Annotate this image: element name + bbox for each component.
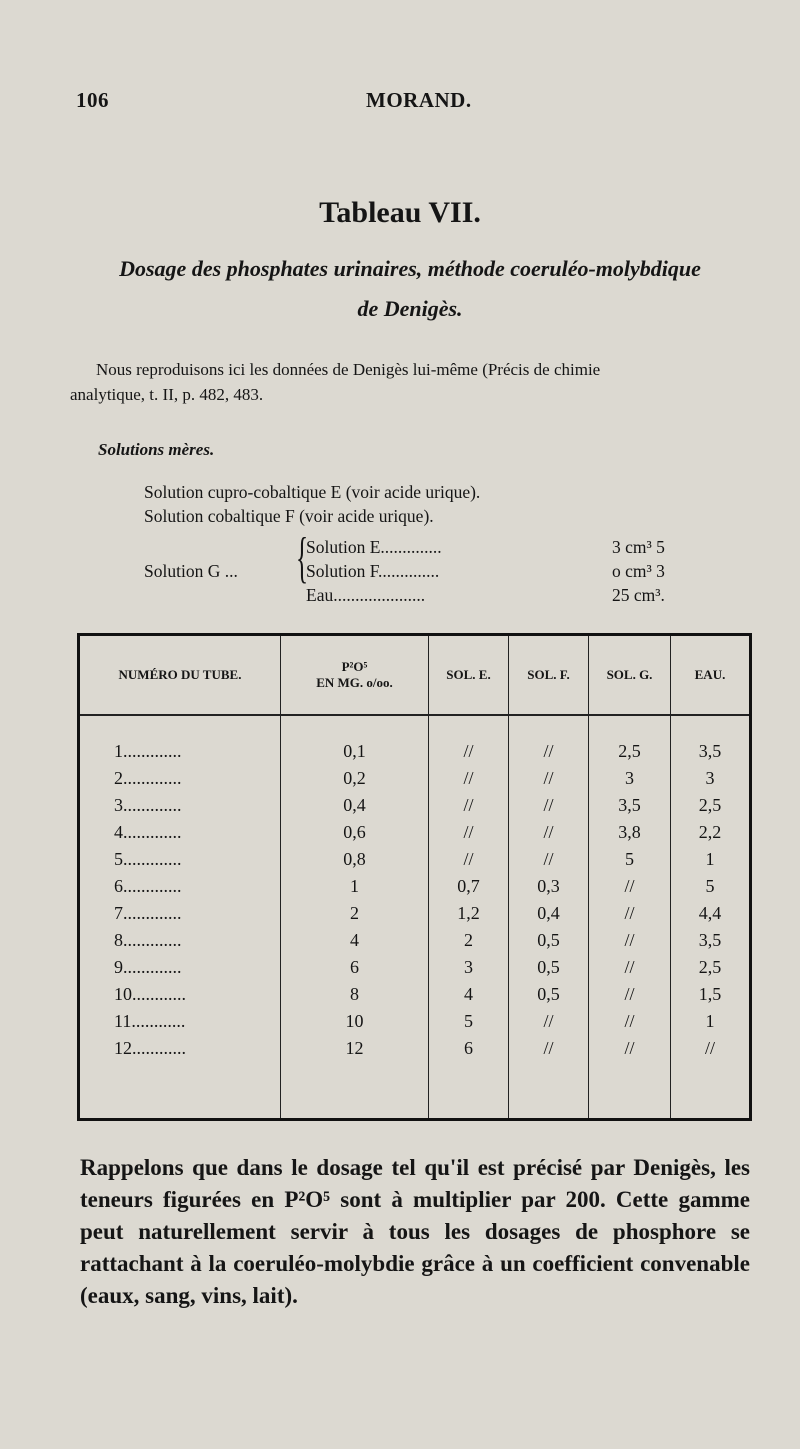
cell-eau: 1,5	[671, 981, 751, 1008]
cell-p2o5: 1	[281, 873, 429, 900]
cell-sol-e: //	[429, 792, 509, 819]
cell-sol-e: 5	[429, 1008, 509, 1035]
cell-sol-g: //	[589, 873, 671, 900]
cell-tube: 5.............	[114, 849, 182, 869]
table-row	[79, 846, 751, 873]
subtitle-line-1: Dosage des phosphates urinaires, méthode coeruléo-molybdique	[119, 256, 701, 281]
solution-g-item-e: Solution E..............	[306, 537, 442, 557]
closing-paragraph: Rappelons que dans le dosage tel qu'il est précisé par Denigès, les teneurs figurées en P²O⁵ sont à multiplier par 200. Cette gamme peut naturellement servir à tous les dosages de phosphore se rattachant à la coeruléo-molybdie grâce à un coefficient convenable (eaux, sang, vins, lait).	[80, 1155, 750, 1308]
header-sol-g: SOL. G.	[589, 635, 671, 716]
cell-sol-f: //	[509, 819, 589, 846]
cell-sol-f: //	[509, 1008, 589, 1035]
cell-p2o5: 2	[281, 900, 429, 927]
cell-sol-f: //	[509, 846, 589, 873]
cell-sol-g: //	[589, 927, 671, 954]
table-row	[79, 927, 751, 954]
cell-p2o5: 0,6	[281, 819, 429, 846]
table-row	[79, 1035, 751, 1062]
cell-tube: 9.............	[114, 957, 182, 977]
cell-sol-g: 3,5	[589, 792, 671, 819]
header-tube: NUMÉRO DU TUBE.	[79, 635, 281, 716]
cell-sol-e: 6	[429, 1035, 509, 1062]
dosage-table	[77, 633, 752, 1121]
table-filler-row	[79, 1062, 751, 1120]
solution-g-qty-f: o cm³ 3	[612, 561, 665, 581]
cell-sol-e: //	[429, 846, 509, 873]
running-head: MORAND.	[366, 88, 472, 112]
cell-sol-f: //	[509, 765, 589, 792]
cell-sol-g: 3	[589, 765, 671, 792]
page-number: 106	[76, 88, 109, 112]
cell-sol-f: //	[509, 738, 589, 765]
cell-p2o5: 8	[281, 981, 429, 1008]
brace-icon: {	[296, 527, 309, 589]
cell-sol-e: 2	[429, 927, 509, 954]
cell-eau: 4,4	[671, 900, 751, 927]
solution-f-line: Solution cobaltique F (voir acide urique).	[144, 506, 434, 526]
cell-sol-f: 0,5	[509, 954, 589, 981]
cell-tube: 3.............	[114, 795, 182, 815]
table-row	[79, 765, 751, 792]
table-body	[79, 715, 751, 1120]
subtitle-line-2: de Denigès.	[357, 296, 463, 321]
cell-sol-g: //	[589, 1008, 671, 1035]
cell-p2o5: 12	[281, 1035, 429, 1062]
cell-tube: 2.............	[114, 768, 182, 788]
cell-tube: 11............	[114, 1011, 186, 1031]
cell-sol-f: 0,5	[509, 981, 589, 1008]
solution-g-item-eau: Eau.....................	[306, 585, 426, 605]
cell-eau: //	[671, 1035, 751, 1062]
cell-sol-g: //	[589, 900, 671, 927]
cell-eau: 2,2	[671, 819, 751, 846]
header-p2o5-line-1: P²O⁵	[341, 659, 368, 674]
solution-g-label: Solution G ...	[144, 561, 238, 581]
cell-tube: 4.............	[114, 822, 182, 842]
cell-sol-g: 2,5	[589, 738, 671, 765]
header-eau: EAU.	[671, 635, 751, 716]
table-row	[79, 819, 751, 846]
table-row	[79, 1008, 751, 1035]
table-row	[79, 900, 751, 927]
cell-sol-e: //	[429, 738, 509, 765]
cell-p2o5: 0,8	[281, 846, 429, 873]
cell-sol-e: 4	[429, 981, 509, 1008]
table-row	[79, 738, 751, 765]
cell-sol-f: 0,4	[509, 900, 589, 927]
cell-p2o5: 6	[281, 954, 429, 981]
header-p2o5-line-2: EN MG. o/oo.	[316, 675, 393, 690]
cell-p2o5: 4	[281, 927, 429, 954]
cell-tube: 7.............	[114, 903, 182, 923]
cell-eau: 5	[671, 873, 751, 900]
cell-eau: 1	[671, 846, 751, 873]
cell-sol-g: 3,8	[589, 819, 671, 846]
cell-tube: 10............	[114, 984, 186, 1004]
intro-line-1: Nous reproduisons ici les données de Denigès lui-même (Précis de chimie	[96, 360, 601, 379]
cell-tube: 6.............	[114, 876, 182, 896]
table-row	[79, 792, 751, 819]
cell-sol-g: 5	[589, 846, 671, 873]
cell-sol-f: 0,5	[509, 927, 589, 954]
cell-sol-f: 0,3	[509, 873, 589, 900]
cell-sol-g: //	[589, 981, 671, 1008]
solution-g-qty-eau: 25 cm³.	[612, 585, 665, 605]
cell-eau: 2,5	[671, 954, 751, 981]
cell-tube: 12............	[114, 1038, 186, 1058]
solution-e-line: Solution cupro-cobaltique E (voir acide urique).	[144, 482, 481, 502]
cell-eau: 1	[671, 1008, 751, 1035]
cell-p2o5: 0,1	[281, 738, 429, 765]
cell-sol-f: //	[509, 1035, 589, 1062]
cell-eau: 3,5	[671, 927, 751, 954]
cell-sol-e: 1,2	[429, 900, 509, 927]
solution-g-item-f: Solution F..............	[306, 561, 440, 581]
cell-sol-g: //	[589, 954, 671, 981]
cell-sol-e: //	[429, 819, 509, 846]
cell-eau: 3,5	[671, 738, 751, 765]
cell-p2o5: 0,4	[281, 792, 429, 819]
intro-line-2: analytique, t. II, p. 482, 483.	[70, 385, 264, 404]
header-p2o5	[281, 635, 429, 716]
cell-p2o5: 0,2	[281, 765, 429, 792]
header-sol-e: SOL. E.	[429, 635, 509, 716]
cell-sol-e: //	[429, 765, 509, 792]
cell-eau: 3	[671, 765, 751, 792]
cell-sol-e: 3	[429, 954, 509, 981]
table-title: Tableau VII.	[319, 196, 481, 229]
table-spacer-row	[79, 715, 751, 738]
header-sol-f: SOL. F.	[509, 635, 589, 716]
cell-p2o5: 10	[281, 1008, 429, 1035]
solution-g-qty-e: 3 cm³ 5	[612, 537, 665, 557]
table-row	[79, 873, 751, 900]
table-row	[79, 981, 751, 1008]
cell-tube: 8.............	[114, 930, 182, 950]
cell-eau: 2,5	[671, 792, 751, 819]
cell-sol-f: //	[509, 792, 589, 819]
cell-sol-g: //	[589, 1035, 671, 1062]
cell-tube: 1.............	[114, 741, 182, 761]
section-heading: Solutions mères.	[98, 440, 215, 459]
cell-sol-e: 0,7	[429, 873, 509, 900]
table-header-row	[79, 635, 751, 716]
table-row	[79, 954, 751, 981]
